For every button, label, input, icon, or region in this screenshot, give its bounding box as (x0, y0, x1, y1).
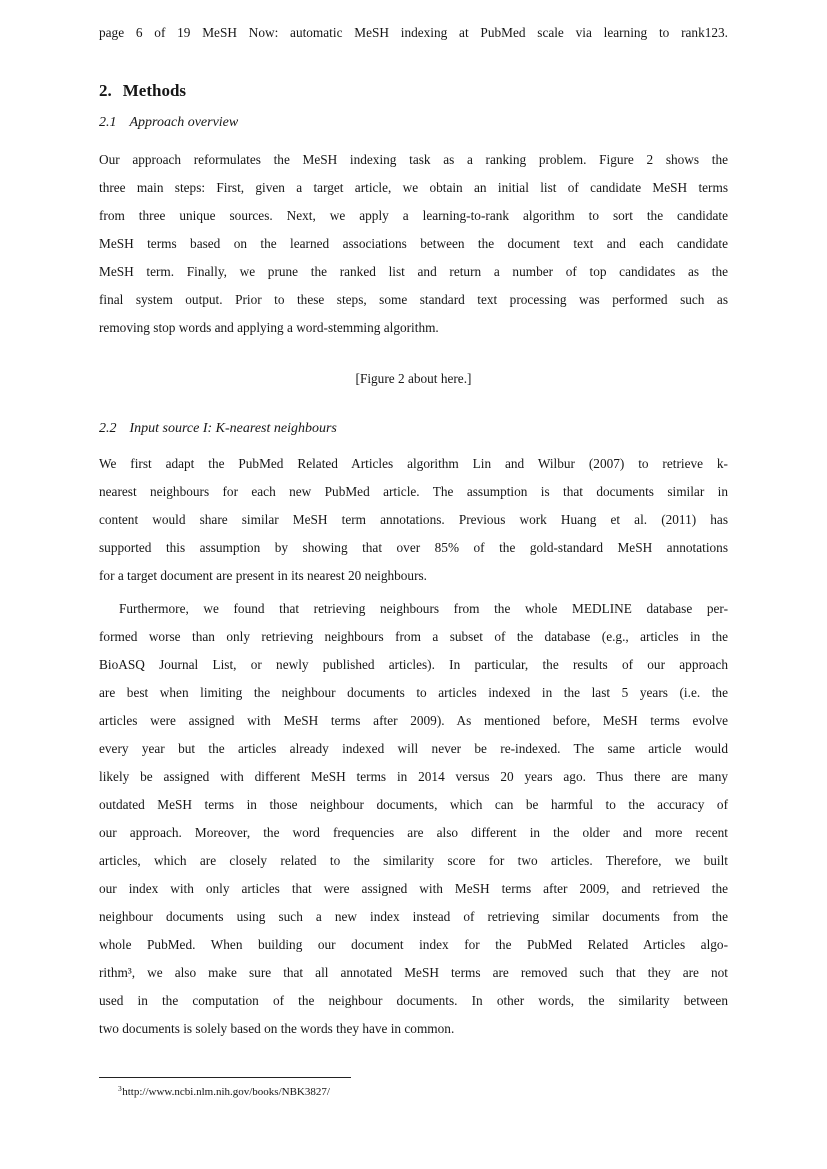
footnote-url: http://www.ncbi.nlm.nih.gov/books/NBK3827/ (122, 1086, 330, 1098)
figure-placeholder: [Figure 2 about here.] (355, 371, 472, 386)
paragraph-line: MeSH terms based on the learned associations between the document text and each candidate (99, 236, 728, 251)
paragraph-line: nearest neighbours for each new PubMed article. The assumption is that documents similar in (99, 484, 728, 499)
paragraph-line: supported this assumption by showing that over 85% of the gold-standard MeSH annotations (99, 540, 728, 555)
section-heading-methods (99, 81, 186, 101)
paragraph-line: articles, which are closely related to the similarity score for two articles. Therefore, we built (99, 853, 728, 868)
paragraph-line: content would share similar MeSH term annotations. Previous work Huang et al. (2011) has (99, 512, 728, 527)
paragraph-line: We first adapt the PubMed Related Articles algorithm Lin and Wilbur (2007) to retrieve k- (99, 456, 728, 471)
paragraph-line: used in the computation of the neighbour documents. In other words, the similarity between (99, 993, 728, 1008)
footnote (99, 1081, 728, 1100)
paragraph-line: neighbour documents using such a new index instead of retrieving similar documents from the (99, 909, 728, 924)
paragraph-line: likely be assigned with different MeSH terms in 2014 versus 20 years ago. Thus there are many (99, 769, 728, 784)
paragraph-knn-first (99, 450, 728, 590)
paragraph-line: Furthermore, we found that retrieving neighbours from the whole MEDLINE database per- (119, 601, 728, 616)
subsection-title: Input source I: K-nearest neighbours (129, 421, 337, 436)
paragraph-line: from three unique sources. Next, we apply a learning-to-rank algorithm to sort the candidate (99, 208, 728, 223)
subsection-number: 2.1 (99, 115, 117, 130)
paragraph-line: two documents is solely based on the words they have in common. (99, 1021, 455, 1036)
paragraph-line: MeSH term. Finally, we prune the ranked list and return a number of top candidates as the (99, 264, 728, 279)
subsection-heading-knn (99, 420, 337, 438)
subsection-title: Approach overview (129, 115, 239, 130)
running-header: page 6 of 19 MeSH Now: automatic MeSH indexing at PubMed scale via learning to rank123. (99, 25, 728, 40)
subsection-number: 2.2 (99, 421, 117, 436)
paragraph-knn-second (99, 595, 728, 1043)
paragraph-line: are best when limiting the neighbour documents to articles indexed in the last 5 years (i.e. the (99, 685, 728, 700)
paragraph-line: formed worse than only retrieving neighbours from a subset of the database (e.g., articles in the (99, 629, 728, 644)
section-title: Methods (122, 81, 187, 100)
section-number: 2. (99, 81, 112, 100)
paragraph-line: every year but the articles already indexed will never be re-indexed. The same article would (99, 741, 728, 756)
paragraph-line: final system output. Prior to these steps, some standard text processing was performed such as (99, 292, 728, 307)
footnote-rule (99, 1077, 351, 1078)
paragraph-line: our index with only articles that were assigned with MeSH terms after 2009, and retrieved the (99, 881, 728, 896)
paragraph-line: rithm³, we also make sure that all annotated MeSH terms are removed such that they are not (99, 965, 728, 980)
subsection-heading-approach-overview (99, 114, 238, 132)
paragraph-line: outdated MeSH terms in those neighbour documents, which can be harmful to the accuracy of (99, 797, 728, 812)
paragraph-line: whole PubMed. When building our document index for the PubMed Related Articles algo- (99, 937, 728, 952)
paragraph-line: three main steps: First, given a target article, we obtain an initial list of candidate MeSH terms (99, 180, 728, 195)
paragraph-line: BioASQ Journal List, or newly published articles). In particular, the results of our approach (99, 657, 728, 672)
paragraph-line: Our approach reformulates the MeSH indexing task as a ranking problem. Figure 2 shows the (99, 152, 728, 167)
footnote-marker: 3 (118, 1084, 123, 1093)
paragraph-line: articles were assigned with MeSH terms after 2009). As mentioned before, MeSH terms evolve (99, 713, 728, 728)
paragraph-line: removing stop words and applying a word-stemming algorithm. (99, 320, 439, 335)
paragraph-approach-overview (99, 146, 728, 342)
paragraph-line: our approach. Moreover, the word frequencies are also different in the older and more recent (99, 825, 728, 840)
paragraph-line: for a target document are present in its nearest 20 neighbours. (99, 568, 428, 583)
